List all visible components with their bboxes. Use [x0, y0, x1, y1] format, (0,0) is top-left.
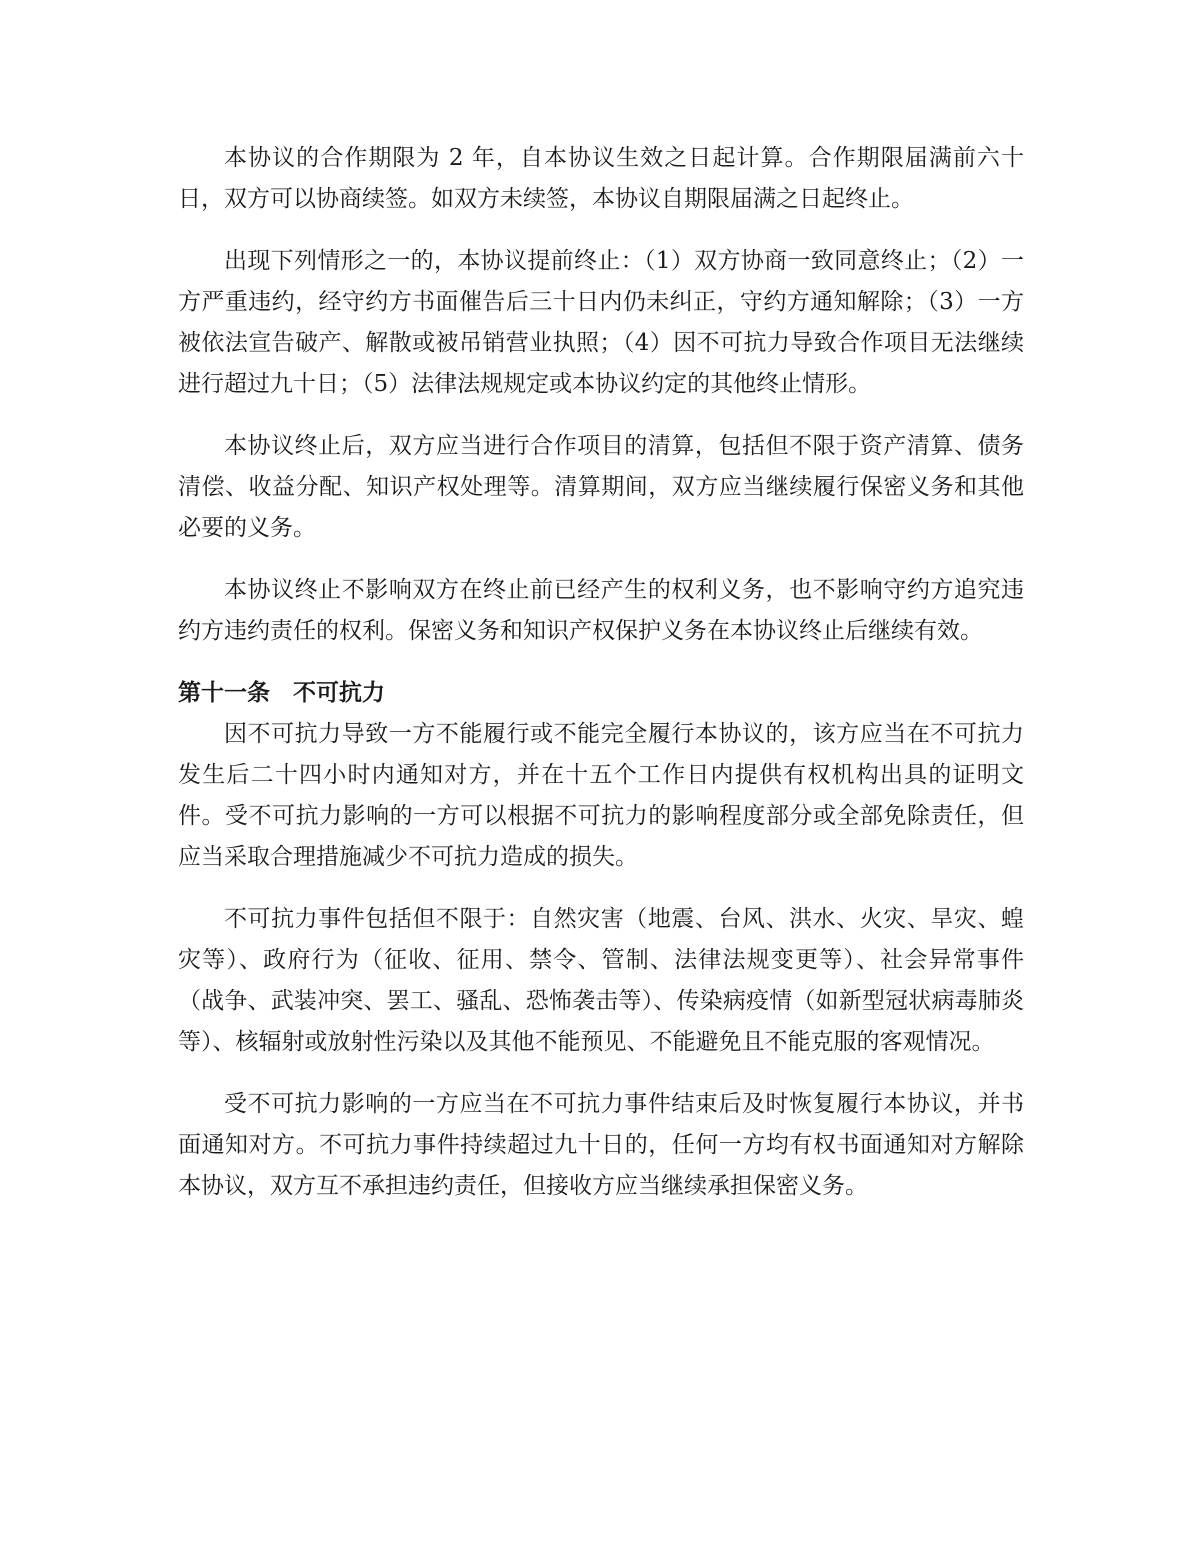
paragraph-liquidation: 本协议终止后，双方应当进行合作项目的清算，包括但不限于资产清算、债务清偿、收益分配、知识产权处理等。清算期间，双方应当继续履行保密义务和其他必要的义务。 [178, 433, 1024, 541]
section-heading-force-majeure: 第十一条 不可抗力 [178, 680, 385, 706]
paragraph-force-majeure-events: 不可抗力事件包括但不限于：自然灾害（地震、台风、洪水、火灾、旱灾、蝗灾等）、政府行为（征收、征用、禁令、管制、法律法规变更等）、社会异常事件（战争、武装冲突、罢工、骚乱、恐怖袭击等）、传染病疫情（如新型冠状病毒肺炎等）、核辐射或放射性污染以及其他不能预见、不能避免且不能克服的客观情况。 [178, 906, 1024, 1055]
paragraph-termination-effect: 本协议终止不影响双方在终止前已经产生的权利义务，也不影响守约方追究违约方违约责任的权利。保密义务和知识产权保护义务在本协议终止后继续有效。 [178, 577, 1024, 644]
paragraph-cooperation-term: 本协议的合作期限为 2 年，自本协议生效之日起计算。合作期限届满前六十日，双方可以协商续签。如双方未续签，本协议自期限届满之日起终止。 [178, 145, 1024, 212]
paragraph-force-majeure-recovery: 受不可抗力影响的一方应当在不可抗力事件结束后及时恢复履行本协议，并书面通知对方。不可抗力事件持续超过九十日的，任何一方均有权书面通知对方解除本协议，双方互不承担违约责任，但接收方应当继续承担保密义务。 [178, 1091, 1024, 1199]
document-body [178, 138, 1024, 1228]
paragraph-force-majeure-notice: 因不可抗力导致一方不能履行或不能完全履行本协议的，该方应当在不可抗力发生后二十四小时内通知对方，并在十五个工作日内提供有权机构出具的证明文件。受不可抗力影响的一方可以根据不可抗力的影响程度部分或全部免除责任，但应当采取合理措施减少不可抗力造成的损失。 [178, 721, 1024, 870]
paragraph-early-termination: 出现下列情形之一的，本协议提前终止：（1）双方协商一致同意终止；（2）一方严重违约，经守约方书面催告后三十日内仍未纠正，守约方通知解除；（3）一方被依法宣告破产、解散或被吊销营业执照；（4）因不可抗力导致合作项目无法继续进行超过九十日；（5）法律法规规定或本协议约定的其他终止情形。 [178, 248, 1024, 397]
